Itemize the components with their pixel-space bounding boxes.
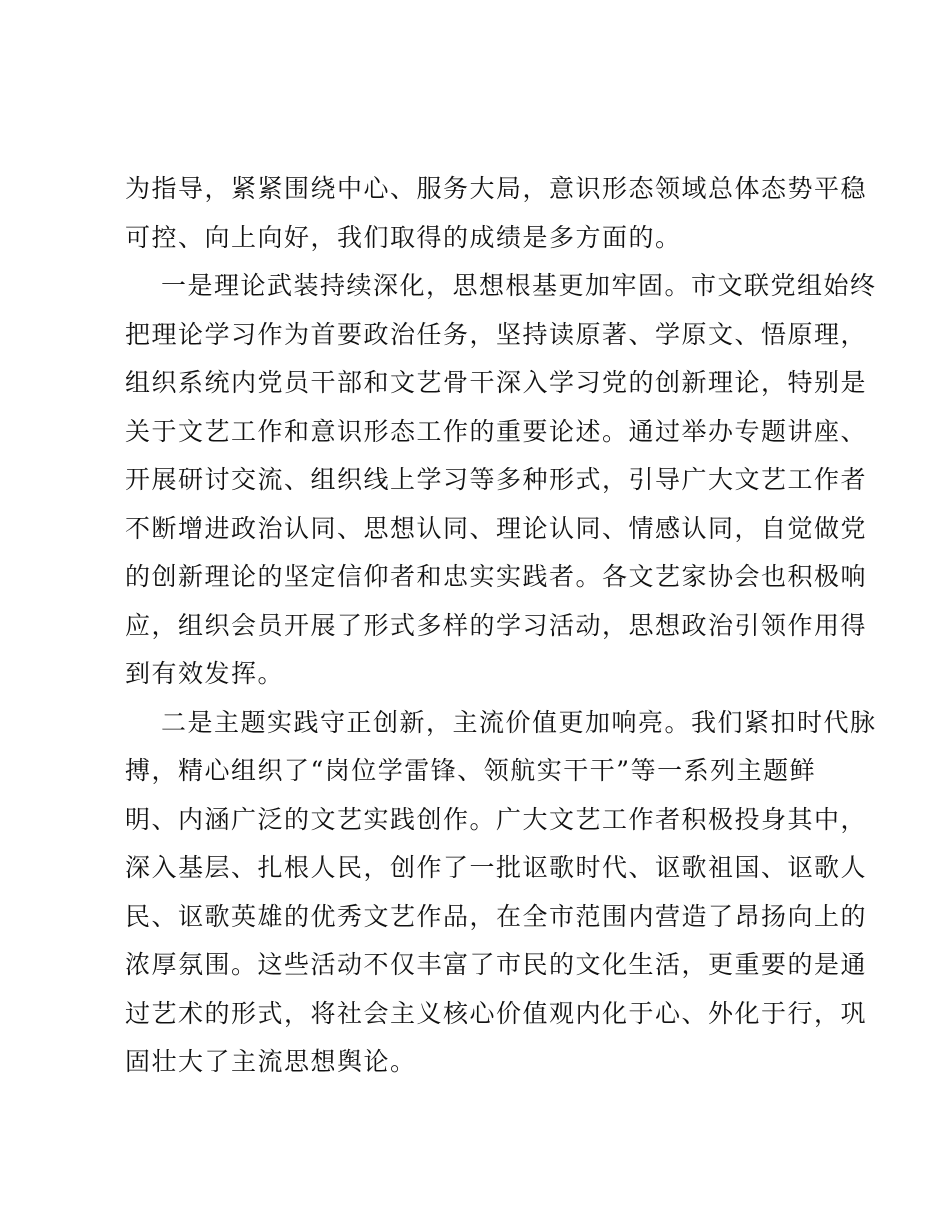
text-line: 过艺术的形式，将社会主义核心价值观内化于心、外化于行，巩: [125, 998, 868, 1028]
text-line: 可控、向上向好，我们取得的成绩是多方面的。: [125, 222, 682, 252]
text-line: 把理论学习作为首要政治任务，坚持读原著、学原文、悟原理，: [125, 319, 868, 349]
text-line: 应，组织会员开展了形式多样的学习活动，思想政治引领作用得: [125, 610, 868, 640]
text-line: 组织系统内党员干部和文艺骨干深入学习党的创新理论，特别是: [125, 368, 868, 397]
text-line: 的创新理论的坚定信仰者和忠实实践者。各文艺家协会也积极响: [125, 562, 868, 591]
text-line: 固壮大了主流思想舆论。: [125, 1047, 417, 1076]
text-line: 深入基层、扎根人民，创作了一批讴歌时代、讴歌祖国、讴歌人: [125, 853, 868, 882]
paragraph-start-line: 二是主题实践守正创新，主流价值更加响亮。我们紧扣时代脉: [161, 707, 877, 737]
text-line: 开展研讨交流、组织线上学习等多种形式，引导广大文艺工作者: [125, 465, 868, 494]
text-line: 到有效发挥。: [125, 659, 285, 688]
text-line: 民、讴歌英雄的优秀文艺作品，在全市范围内营造了昂扬向上的: [125, 901, 868, 931]
paragraph-start-line: 一是理论武装持续深化，思想根基更加牢固。市文联党组始终: [161, 271, 877, 300]
text-line: 不断增进政治认同、思想认同、理论认同、情感认同，自觉做党: [125, 513, 868, 543]
text-line: 搏，精心组织了“岗位学雷锋、领航实干干”等一系列主题鲜: [125, 756, 817, 785]
text-line: 浓厚氛围。这些活动不仅丰富了市民的文化生活，更重要的是通: [125, 950, 868, 979]
text-line: 为指导，紧紧围绕中心、服务大局，意识形态领域总体态势平稳: [125, 174, 868, 203]
text-line: 明、内涵广泛的文艺实践创作。广大文艺工作者积极投身其中，: [125, 804, 868, 834]
text-line: 关于文艺工作和意识形态工作的重要论述。通过举办专题讲座、: [125, 416, 868, 446]
document-body: [125, 165, 877, 1087]
